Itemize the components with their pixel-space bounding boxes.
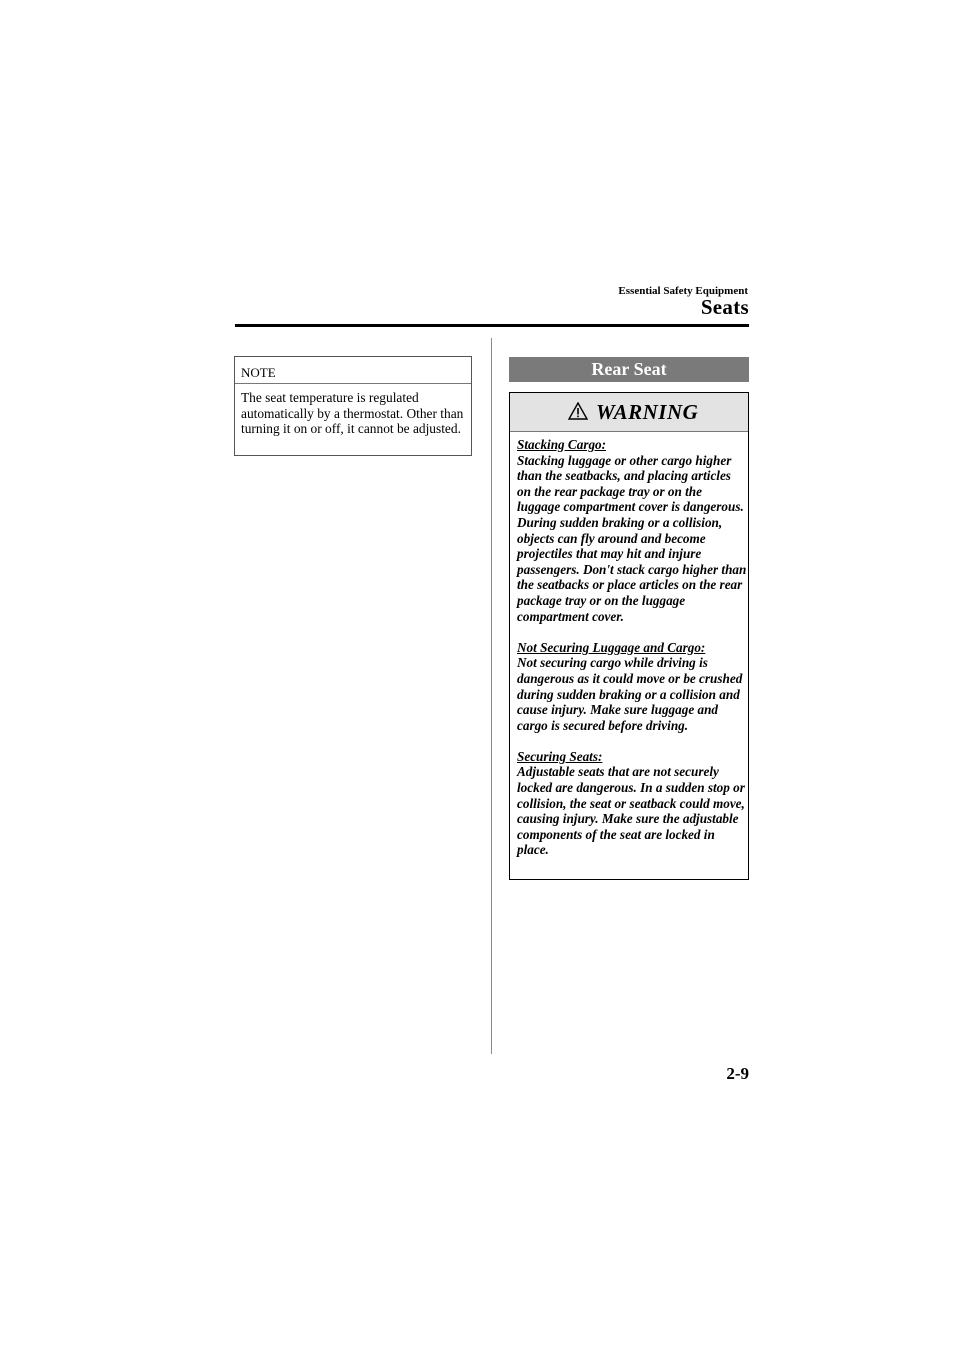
warning-block-securing-luggage bbox=[517, 640, 747, 734]
warning-header bbox=[510, 393, 748, 432]
warning-title: WARNING bbox=[596, 400, 699, 424]
header-section-name: Essential Safety Equipment bbox=[618, 285, 748, 297]
warning-block-securing-seats bbox=[517, 749, 747, 858]
warning-box bbox=[509, 392, 749, 880]
note-separator bbox=[235, 383, 471, 384]
column-divider bbox=[491, 338, 492, 1054]
warning-subtitle: Securing Seats: bbox=[517, 748, 603, 764]
page-number: 2-9 bbox=[726, 1064, 749, 1083]
warning-text: Adjustable seats that are not securely locked are dangerous. In a sudden stop or collision, the seat or seatback could move, causing injury. Make sure the adjustable components of the seat are locked in place. bbox=[517, 764, 745, 858]
section-heading-rear-seat: Rear Seat bbox=[509, 357, 749, 382]
note-box bbox=[234, 356, 472, 456]
warning-subtitle: Stacking Cargo: bbox=[517, 437, 607, 452]
warning-body bbox=[517, 437, 747, 874]
page-title: Seats bbox=[700, 295, 749, 319]
warning-text: Stacking luggage or other cargo higher than the seatbacks, and placing articles on the rear package tray or on the luggage compartment cover is dangerous. During sudden braking or a collision, objects can fly around and become projectiles that may hit and injure passengers. Don't stack cargo higher than the seatbacks or place articles on the rear package tray or on the luggage compartment cover. bbox=[517, 452, 747, 624]
note-label: NOTE bbox=[241, 365, 276, 380]
warning-triangle-icon bbox=[568, 402, 588, 425]
warning-block-stacking-cargo bbox=[517, 437, 747, 624]
warning-subtitle: Not Securing Luggage and Cargo: bbox=[517, 639, 706, 655]
warning-text: Not securing cargo while driving is dangerous as it could move or be crushed during sudden braking or a collision and cause injury. Make sure luggage and cargo is secured before driving. bbox=[517, 655, 743, 733]
header-rule bbox=[235, 324, 749, 327]
note-text: The seat temperature is regulated automatically by a thermostat. Other than turning it on or off, it cannot be adjusted. bbox=[241, 390, 464, 437]
